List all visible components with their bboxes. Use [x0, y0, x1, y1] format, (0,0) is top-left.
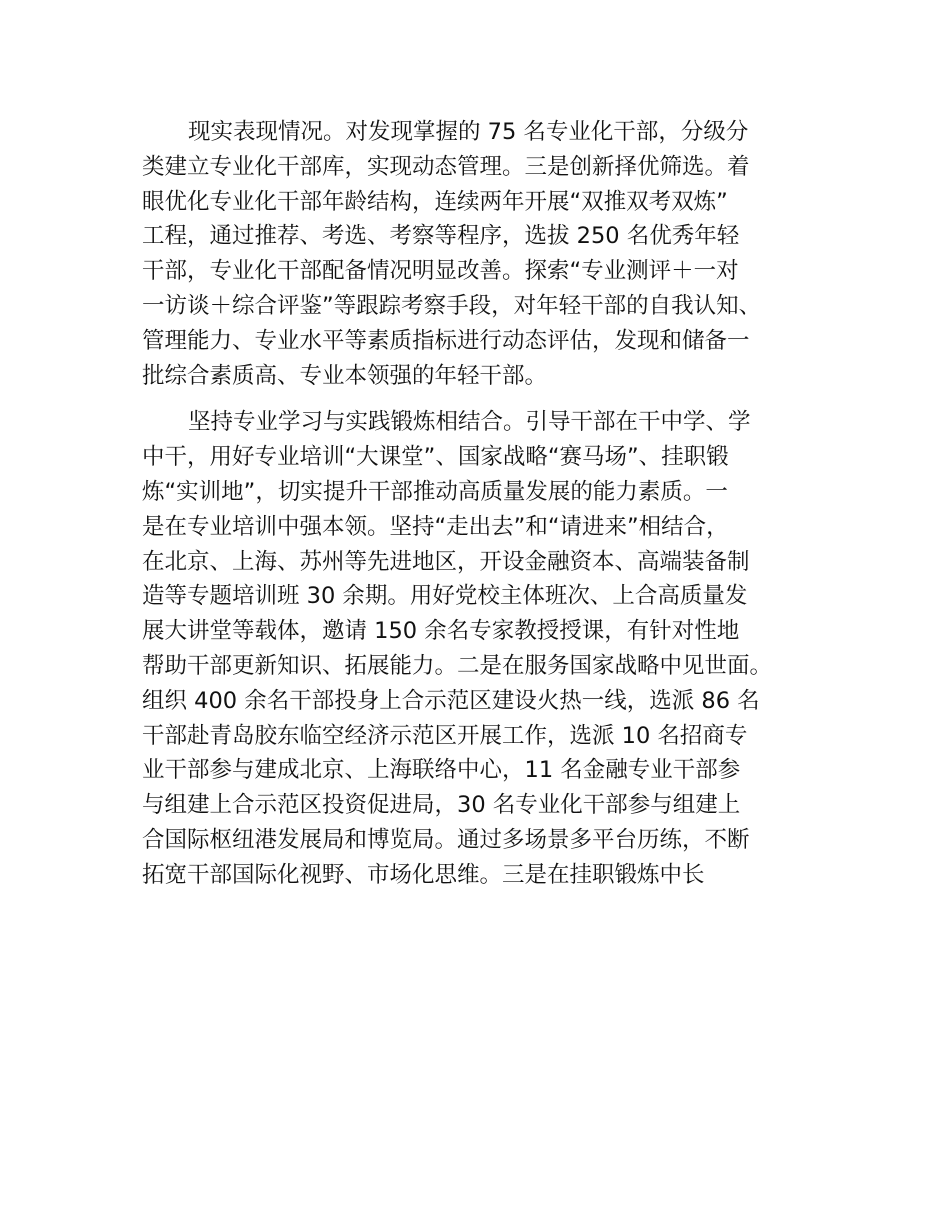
text-line: 组织 400 余名干部投身上合示范区建设火热一线，选派 86 名 [142, 687, 760, 714]
text-line: 在北京、上海、苏州等先进地区，开设金融资本、高端装备制 [142, 548, 750, 575]
text-line: 一访谈＋综合评鉴”等跟踪考察手段，对年轻干部的自我认知、 [142, 292, 762, 319]
text-line: 干部赴青岛胶东临空经济示范区开展工作，选派 10 名招商专 [142, 722, 748, 749]
paragraph-spacer [142, 393, 822, 405]
text-line: 眼优化专业化干部年龄结构，连续两年开展“双推双考双炼” [142, 188, 728, 215]
text-line: 工程，通过推荐、考选、考察等程序，选拔 250 名优秀年轻 [142, 223, 740, 250]
paragraph [142, 115, 822, 393]
paragraph [142, 405, 822, 892]
text-line: 炼“实训地”，切实提升干部推动高质量发展的能力素质。一 [142, 478, 728, 505]
body-text [142, 115, 822, 893]
text-line: 坚持专业学习与实践锻炼相结合。引导干部在干中学、学 [188, 409, 751, 436]
text-line: 现实表现情况。对发现掌握的 75 名专业化干部，分级分 [188, 119, 749, 145]
text-line: 与组建上合示范区投资促进局，30 名专业化干部参与组建上 [142, 792, 741, 819]
text-line: 是在专业培训中强本领。坚持“走出去”和“请进来”相结合， [142, 513, 729, 540]
text-line: 拓宽干部国际化视野、市场化思维。三是在挂职锻炼中长 [142, 861, 705, 888]
text-line: 中干，用好专业培训“大课堂”、国家战略“赛马场”、挂职锻 [142, 444, 729, 471]
text-line: 展大讲堂等载体，邀请 150 余名专家教授授课，有针对性地 [142, 618, 740, 645]
text-line: 业干部参与建成北京、上海联络中心，11 名金融专业干部参 [142, 757, 741, 784]
text-line: 干部，专业化干部配备情况明显改善。探索“专业测评＋一对 [142, 258, 739, 285]
text-line: 造等专题培训班 30 余期。用好党校主体班次、上合高质量发 [142, 583, 748, 610]
text-line: 帮助干部更新知识、拓展能力。二是在服务国家战略中见世面。 [142, 652, 773, 679]
text-line: 管理能力、专业水平等素质指标进行动态评估，发现和储备一 [142, 327, 750, 354]
text-line: 合国际枢纽港发展局和博览局。通过多场景多平台历练，不断 [142, 826, 750, 853]
text-line: 类建立专业化干部库，实现动态管理。三是创新择优筛选。着 [142, 153, 750, 180]
text-line: 批综合素质高、专业本领强的年轻干部。 [142, 362, 548, 389]
